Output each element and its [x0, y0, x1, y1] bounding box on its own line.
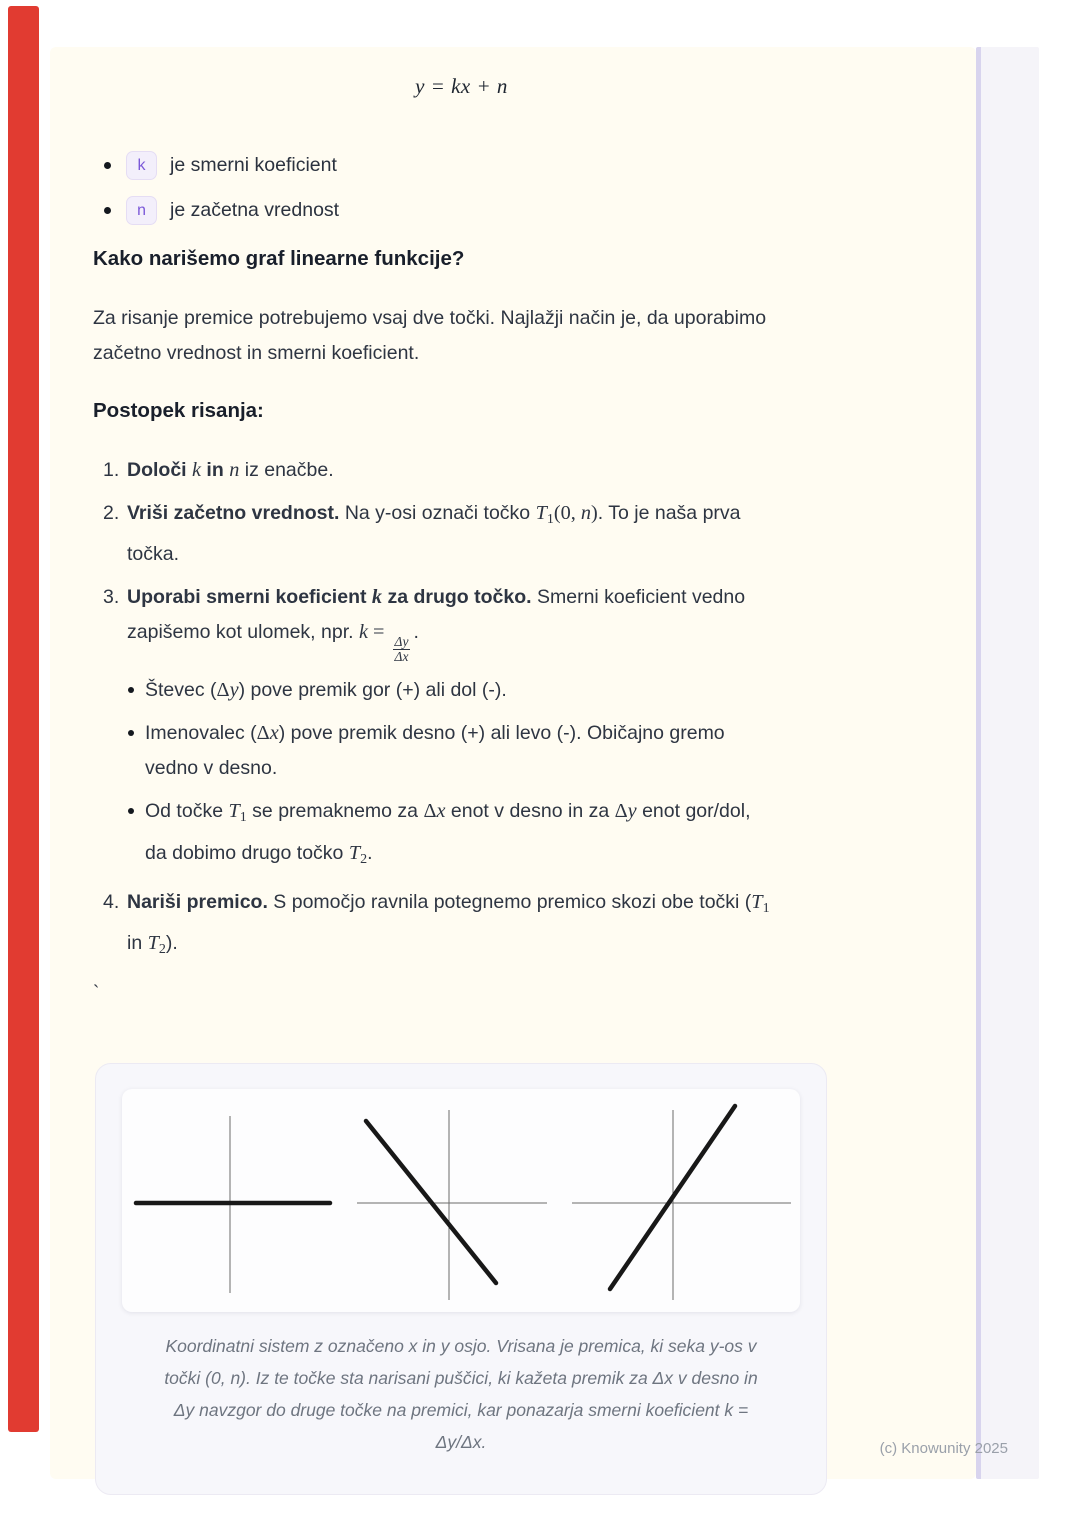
bullet-dot-icon: [104, 207, 111, 214]
code-badge-n: n: [126, 196, 157, 225]
substep-3: [127, 794, 830, 876]
left-red-accent-bar: [8, 6, 39, 1432]
bullet-text: je začetna vrednost: [170, 199, 340, 221]
substep-1: [127, 673, 830, 708]
step-number: 4.: [103, 890, 120, 913]
step-text: Določi k in n iz enačbe.: [127, 459, 334, 481]
stray-backtick-char: `: [93, 983, 100, 1005]
document-sheet: [50, 47, 976, 1479]
step-text: Vriši začetno vrednost. Na y-osi označi točko $T_1(0$, n). To je naša prva točka.: [127, 502, 741, 566]
formula-y-kx-n: y = kx + n: [415, 74, 508, 98]
steps-ordered-list: [103, 453, 830, 967]
step-2: [103, 496, 830, 572]
step-1: [103, 453, 830, 488]
document-content: [93, 47, 830, 1495]
substep-text: Števec (Δy) pove premik gor (+) ali dol (-).: [145, 679, 507, 702]
substep-2: [127, 716, 830, 786]
substep-text: Imenovalec (Δx) pove premik desno (+) ali levo (-). Običajno gremo vedno v desno.: [145, 722, 725, 780]
intro-paragraph: Za risanje premice potrebujemo vsaj dve točki. Najlažji način je, da uporabimo začetno vrednost in smerni koeficient.: [93, 307, 767, 364]
bullet-text: je smerni koeficient: [170, 154, 337, 176]
list-item: [93, 188, 830, 233]
next-page-edge-panel: [976, 47, 1039, 1479]
coordinate-systems-svg: [122, 1089, 800, 1312]
bullet-dot-icon: [128, 687, 134, 693]
step-text: Nariši premico. S pomočjo ravnila potegnemo premico skozi obe točki ($T_1$ in $T_2$).: [127, 890, 770, 958]
step-text: Uporabi smerni koeficient k za drugo točko. Smerni koeficient vedno zapišemo kot ulomek, npr. k = $\frac{\Delta y}{\Delta x}$ .: [127, 586, 746, 665]
step-4: [103, 885, 830, 967]
bullet-dot-icon: [128, 808, 134, 814]
copyright-watermark: (c) Knowunity 2025: [879, 1440, 1008, 1457]
list-item: [93, 143, 830, 188]
step-number: 3.: [103, 586, 120, 609]
substep-text: Od točke $T_1$ se premaknemo za Δx enot v desno in za Δy enot gor/dol, da dobimo drugo točko $T_2$.: [145, 800, 751, 867]
figure-card: [95, 1063, 827, 1495]
code-badge-k: k: [126, 151, 157, 180]
step-number: 1.: [103, 459, 120, 481]
bullet-dot-icon: [104, 162, 111, 169]
step-number: 2.: [103, 502, 120, 524]
figure-caption: Koordinatni sistem z označeno x in y osjo. Vrisana je premica, ki seka y-os v točki (0, n). Iz te točke sta narisani puščici, ki kažeta premik za Δx v desno in Δy navzgor do druge točke na premici, kar ponazarja smerni koeficient k = Δy/Δx.: [164, 1336, 758, 1453]
coefficient-bullet-list: [93, 143, 830, 233]
bullet-dot-icon: [128, 730, 134, 736]
figure-image: [122, 1089, 800, 1312]
step-3: [103, 580, 830, 877]
section-heading-postopek: Postopek risanja:: [93, 399, 264, 422]
section-heading-graf: Kako narišemo graf linearne funkcije?: [93, 247, 465, 270]
substeps-list: [127, 673, 830, 876]
